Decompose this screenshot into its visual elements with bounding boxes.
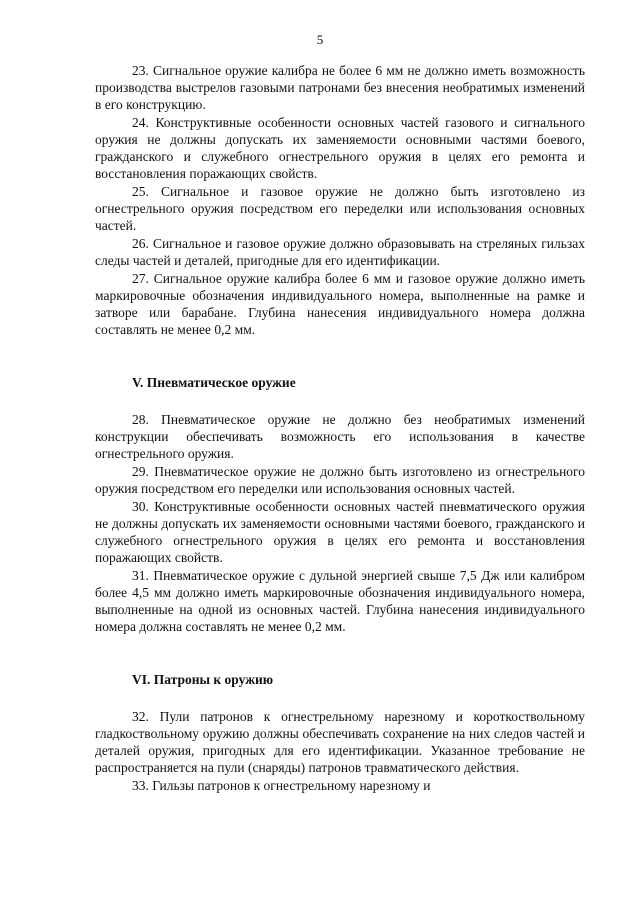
paragraph-31: 31. Пневматическое оружие с дульной энергией свыше 7,5 Дж или калибром более 4,5 мм должно иметь маркировочные обозначения индивидуального номера, выполненные на одной из основных частей. Глубина нанесения индивидуального номера должна составлять не менее 0,2 мм. bbox=[95, 568, 585, 634]
paragraph-28: 28. Пневматическое оружие не должно без необратимых изменений конструкции обеспечивать возможность его использования в качестве огнестрельного оружия. bbox=[95, 412, 585, 461]
paragraph-29: 29. Пневматическое оружие не должно быть изготовлено из огнестрельного оружия посредством его переделки или использования основных частей. bbox=[95, 464, 585, 496]
paragraph-25: 25. Сигнальное и газовое оружие не должно быть изготовлено из огнестрельного оружия посредством его переделки или использования основных частей. bbox=[95, 184, 585, 233]
paragraph-26: 26. Сигнальное и газовое оружие должно образовывать на стреляных гильзах следы частей и деталей, пригодные для его идентификации. bbox=[95, 236, 585, 268]
paragraph-33: 33. Гильзы патронов к огнестрельному нарезному и bbox=[132, 778, 431, 793]
document-body bbox=[95, 62, 585, 795]
paragraph-24: 24. Конструктивные особенности основных частей газового и сигнального оружия не должны допускать их заменяемости основными частями боевого, гражданского и служебного огнестрельного оружия в целях его ремонта и восстановления поражающих свойств. bbox=[95, 115, 585, 181]
paragraph-32: 32. Пули патронов к огнестрельному нарезному и короткоствольному гладкоствольному оружию должны обеспечивать сохранение на них следов частей и деталей оружия, пригодных для его идентификации. Указанное требование не распространяется на пули (снаряды) патронов травматического действия. bbox=[95, 709, 585, 775]
section-heading-cartridges: VI. Патроны к оружию bbox=[132, 672, 274, 687]
paragraph-23: 23. Сигнальное оружие калибра не более 6 мм не должно иметь возможность производства выстрелов газовыми патронами без внесения необратимых изменений в его конструкцию. bbox=[95, 63, 585, 112]
paragraph-27: 27. Сигнальное оружие калибра более 6 мм и газовое оружие должно иметь маркировочные обозначения индивидуального номера, выполненные на рамке и затворе или барабане. Глубина нанесения индивидуального номера должна составлять не менее 0,2 мм. bbox=[95, 271, 585, 337]
paragraph-30: 30. Конструктивные особенности основных частей пневматического оружия не должны допускать их заменяемости основными частями боевого, гражданского и служебного огнестрельного оружия в целях его ремонта и восстановления поражающих свойств. bbox=[95, 499, 585, 565]
section-heading-pneumatic: V. Пневматическое оружие bbox=[132, 375, 296, 390]
page-number: 5 bbox=[316, 32, 324, 47]
